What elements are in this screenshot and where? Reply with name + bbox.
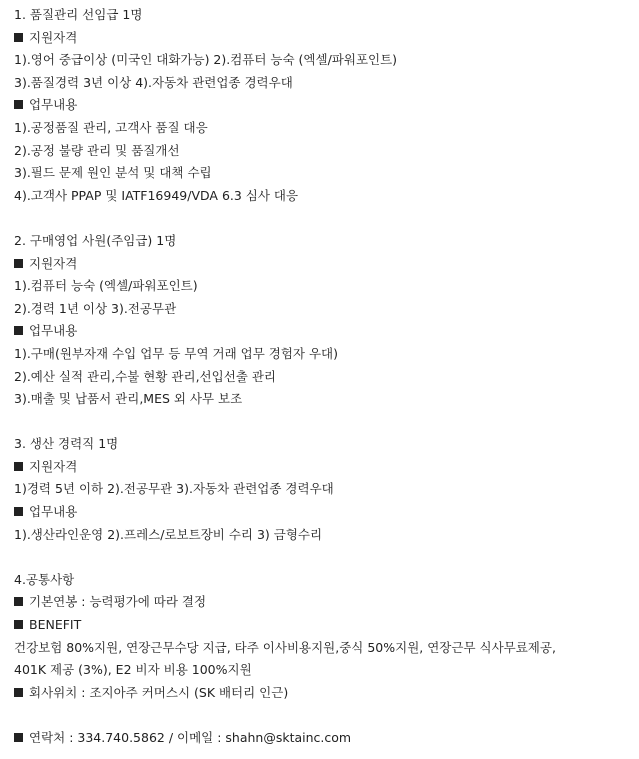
square-bullet-icon — [14, 507, 23, 516]
line-text: 4.공통사항 — [14, 571, 75, 587]
square-bullet-icon — [14, 620, 23, 629]
text-line — [14, 366, 634, 389]
square-bullet-icon — [14, 462, 23, 471]
line-text: 2. 구매영업 사원(주임급) 1명 — [14, 232, 177, 248]
bullet-line — [14, 27, 634, 50]
text-line — [14, 478, 634, 501]
line-text: 1).공정품질 관리, 고객사 품질 대응 — [14, 119, 208, 135]
line-text: 3).필드 문제 원인 분석 및 대책 수립 — [14, 165, 212, 181]
line-text: 3).매출 및 납품서 관리,MES 외 사무 보조 — [14, 391, 243, 407]
line-text: 2).경력 1년 이상 3).전공무관 — [14, 300, 177, 316]
square-bullet-icon — [14, 100, 23, 109]
line-text: 지원자격 — [29, 255, 78, 271]
blank-line — [14, 411, 634, 434]
text-line — [14, 72, 634, 95]
line-text: 1)경력 5년 이하 2).전공무관 3).자동차 관련업종 경력우대 — [14, 481, 334, 497]
blank-line — [14, 546, 634, 569]
square-bullet-icon — [14, 33, 23, 42]
line-text: 401K 제공 (3%), E2 비자 비용 100%지원 — [14, 662, 252, 678]
text-line — [14, 185, 634, 208]
square-bullet-icon — [14, 259, 23, 268]
line-text: 업무내용 — [29, 323, 78, 339]
line-text: 1).영어 중급이상 (미국인 대화가능) 2).컴퓨터 능숙 (엑셀/파워포인트) — [14, 52, 398, 68]
line-text: 2).예산 실적 관리,수불 현황 관리,선입선출 관리 — [14, 368, 276, 384]
bullet-line — [14, 456, 634, 479]
square-bullet-icon — [14, 597, 23, 606]
bullet-line — [14, 614, 634, 637]
text-line — [14, 343, 634, 366]
line-text: 지원자격 — [29, 29, 78, 45]
square-bullet-icon — [14, 733, 23, 742]
line-text: 건강보험 80%지원, 연장근무수당 지급, 타주 이사비용지원,중식 50%지원, 연장근무 식사무료제공, — [14, 639, 556, 655]
line-text: 3. 생산 경력직 1명 — [14, 436, 119, 452]
text-line — [14, 117, 634, 140]
square-bullet-icon — [14, 326, 23, 335]
text-line — [14, 433, 634, 456]
bullet-line — [14, 682, 634, 705]
bullet-line — [14, 253, 634, 276]
line-text: 1).생산라인운영 2).프레스/로보트장비 수리 3) 금형수리 — [14, 526, 323, 542]
line-text: 3).품질경력 3년 이상 4).자동차 관련업종 경력우대 — [14, 74, 293, 90]
job-posting-document — [14, 4, 634, 750]
bullet-line — [14, 727, 634, 750]
text-line — [14, 524, 634, 547]
line-text: 연락처 : 334.740.5862 / 이메일 : shahn@sktainc.com — [29, 730, 352, 745]
line-text: 1).컴퓨터 능숙 (엑셀/파워포인트) — [14, 278, 198, 294]
line-text: 회사위치 : 조지아주 커머스시 (SK 배터리 인근) — [29, 684, 289, 700]
line-text: 2).공정 불량 관리 및 품질개선 — [14, 142, 180, 158]
line-text: 지원자격 — [29, 458, 78, 474]
text-line — [14, 162, 634, 185]
text-line — [14, 388, 634, 411]
line-text: 1. 품질관리 선임급 1명 — [14, 7, 143, 22]
text-line — [14, 275, 634, 298]
line-text: BENEFIT — [29, 617, 82, 633]
line-text: 업무내용 — [29, 97, 78, 113]
text-line — [14, 298, 634, 321]
bullet-line — [14, 501, 634, 524]
line-text: 4).고객사 PPAP 및 IATF16949/VDA 6.3 심사 대응 — [14, 187, 299, 203]
text-line — [14, 637, 634, 660]
line-text: 1).구매(원부자재 수입 업무 등 무역 거래 업무 경험자 우대) — [14, 345, 338, 361]
blank-line — [14, 207, 634, 230]
line-text: 업무내용 — [29, 504, 78, 520]
text-line — [14, 140, 634, 163]
bullet-line — [14, 320, 634, 343]
bullet-line — [14, 94, 634, 117]
text-line — [14, 569, 634, 592]
text-line — [14, 4, 634, 27]
bullet-line — [14, 591, 634, 614]
text-line — [14, 659, 634, 682]
text-line — [14, 49, 634, 72]
square-bullet-icon — [14, 688, 23, 697]
text-line — [14, 230, 634, 253]
line-text: 기본연봉 : 능력평가에 따라 결정 — [29, 594, 207, 610]
blank-line — [14, 704, 634, 727]
